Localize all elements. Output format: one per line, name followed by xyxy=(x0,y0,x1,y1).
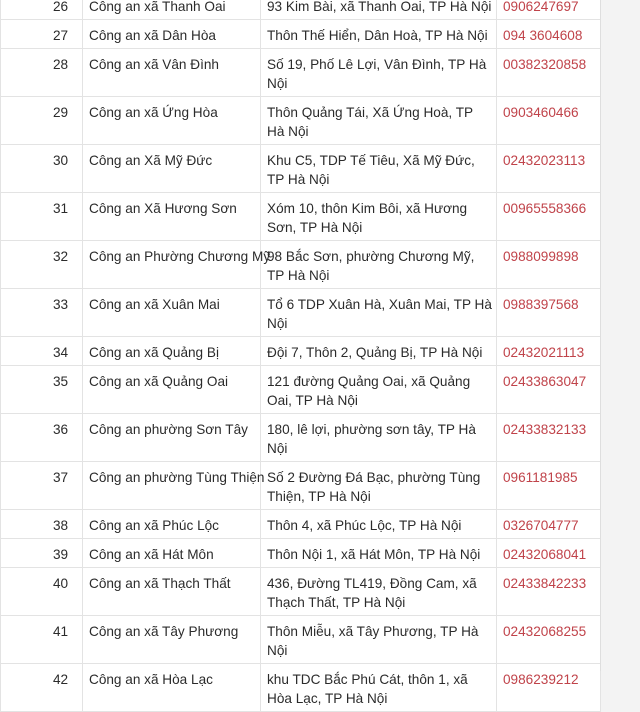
table-row xyxy=(1,241,601,289)
station-phone[interactable]: 0903460466 xyxy=(497,97,601,145)
station-name: Công an xã Vân Đình xyxy=(83,49,261,97)
station-phone[interactable]: 094 3604608 xyxy=(497,20,601,49)
row-number: 40 xyxy=(1,568,83,616)
table-row xyxy=(1,49,601,97)
row-number: 33 xyxy=(1,289,83,337)
table-body xyxy=(1,0,601,712)
table-row xyxy=(1,616,601,664)
station-name: Công an Xã Mỹ Đức xyxy=(83,145,261,193)
row-number: 37 xyxy=(1,462,83,510)
station-address: Số 2 Đường Đá Bạc, phường Tùng Thiện, TP Hà Nội xyxy=(261,462,497,510)
row-number: 35 xyxy=(1,366,83,414)
station-name: Công an xã Tây Phương xyxy=(83,616,261,664)
station-phone[interactable]: 02433832133 xyxy=(497,414,601,462)
row-number: 27 xyxy=(1,20,83,49)
row-number: 29 xyxy=(1,97,83,145)
table-row xyxy=(1,20,601,49)
row-number: 26 xyxy=(1,0,83,20)
table-row xyxy=(1,193,601,241)
table-row xyxy=(1,664,601,712)
table-row xyxy=(1,510,601,539)
table-row xyxy=(1,414,601,462)
table-row xyxy=(1,0,601,20)
table-row xyxy=(1,568,601,616)
station-address: Thôn Miễu, xã Tây Phương, TP Hà Nội xyxy=(261,616,497,664)
station-name: Công an Xã Hương Sơn xyxy=(83,193,261,241)
station-address: 180, lê lợi, phường sơn tây, TP Hà Nội xyxy=(261,414,497,462)
station-phone[interactable]: 02432068255 xyxy=(497,616,601,664)
station-name: Công an phường Sơn Tây xyxy=(83,414,261,462)
page-divider xyxy=(600,0,601,671)
station-address: 98 Bắc Sơn, phường Chương Mỹ, TP Hà Nội xyxy=(261,241,497,289)
station-address: Thôn 4, xã Phúc Lộc, TP Hà Nội xyxy=(261,510,497,539)
station-phone[interactable]: 02432068041 xyxy=(497,539,601,568)
station-name: Công an Phường Chương Mỹ xyxy=(83,241,261,289)
station-phone[interactable]: 00965558366 xyxy=(497,193,601,241)
station-phone[interactable]: 02432023113 xyxy=(497,145,601,193)
row-number: 30 xyxy=(1,145,83,193)
table-row xyxy=(1,462,601,510)
station-name: Công an xã Phúc Lộc xyxy=(83,510,261,539)
station-address: 93 Kim Bài, xã Thanh Oai, TP Hà Nội xyxy=(261,0,497,20)
station-address: Thôn Quảng Tái, Xã Ứng Hoà, TP Hà Nội xyxy=(261,97,497,145)
station-address: Thôn Thế Hiển, Dân Hoà, TP Hà Nội xyxy=(261,20,497,49)
station-address: 121 đường Quảng Oai, xã Quảng Oai, TP Hà Nội xyxy=(261,366,497,414)
station-address: 436, Đường TL419, Đồng Cam, xã Thạch Thất, TP Hà Nội xyxy=(261,568,497,616)
station-phone[interactable]: 0988099898 xyxy=(497,241,601,289)
row-number: 38 xyxy=(1,510,83,539)
row-number: 42 xyxy=(1,664,83,712)
table-row xyxy=(1,145,601,193)
station-name: Công an xã Quảng Bị xyxy=(83,337,261,366)
station-address: khu TDC Bắc Phú Cát, thôn 1, xã Hòa Lạc, TP Hà Nội xyxy=(261,664,497,712)
row-number: 39 xyxy=(1,539,83,568)
row-number: 34 xyxy=(1,337,83,366)
table-row xyxy=(1,97,601,145)
row-number: 28 xyxy=(1,49,83,97)
table-row xyxy=(1,289,601,337)
station-name: Công an xã Thanh Oai xyxy=(83,0,261,20)
row-number: 32 xyxy=(1,241,83,289)
row-number: 31 xyxy=(1,193,83,241)
station-phone[interactable]: 0961181985 xyxy=(497,462,601,510)
station-address: Thôn Nội 1, xã Hát Môn, TP Hà Nội xyxy=(261,539,497,568)
station-name: Công an xã Ứng Hòa xyxy=(83,97,261,145)
row-number: 36 xyxy=(1,414,83,462)
station-phone[interactable]: 0988397568 xyxy=(497,289,601,337)
station-address: Xóm 10, thôn Kim Bôi, xã Hương Sơn, TP Hà Nội xyxy=(261,193,497,241)
station-name: Công an phường Tùng Thiện xyxy=(83,462,261,510)
station-phone[interactable]: 02433863047 xyxy=(497,366,601,414)
station-name: Công an xã Hòa Lạc xyxy=(83,664,261,712)
station-phone[interactable]: 0326704777 xyxy=(497,510,601,539)
station-phone[interactable]: 02433842233 xyxy=(497,568,601,616)
station-address: Khu C5, TDP Tế Tiêu, Xã Mỹ Đức, TP Hà Nội xyxy=(261,145,497,193)
station-name: Công an xã Dân Hòa xyxy=(83,20,261,49)
station-phone[interactable]: 02432021113 xyxy=(497,337,601,366)
station-phone[interactable]: 0906247697 xyxy=(497,0,601,20)
station-phone[interactable]: 0986239212 xyxy=(497,664,601,712)
station-address: Tổ 6 TDP Xuân Hà, Xuân Mai, TP Hà Nội xyxy=(261,289,497,337)
station-name: Công an xã Thạch Thất xyxy=(83,568,261,616)
station-address: Số 19, Phố Lê Lợi, Vân Đình, TP Hà Nội xyxy=(261,49,497,97)
station-name: Công an xã Hát Môn xyxy=(83,539,261,568)
station-address: Đội 7, Thôn 2, Quảng Bị, TP Hà Nội xyxy=(261,337,497,366)
table-row xyxy=(1,539,601,568)
station-phone[interactable]: 00382320858 xyxy=(497,49,601,97)
row-number: 41 xyxy=(1,616,83,664)
station-name: Công an xã Quảng Oai xyxy=(83,366,261,414)
table-row xyxy=(1,366,601,414)
station-name: Công an xã Xuân Mai xyxy=(83,289,261,337)
table-row xyxy=(1,337,601,366)
